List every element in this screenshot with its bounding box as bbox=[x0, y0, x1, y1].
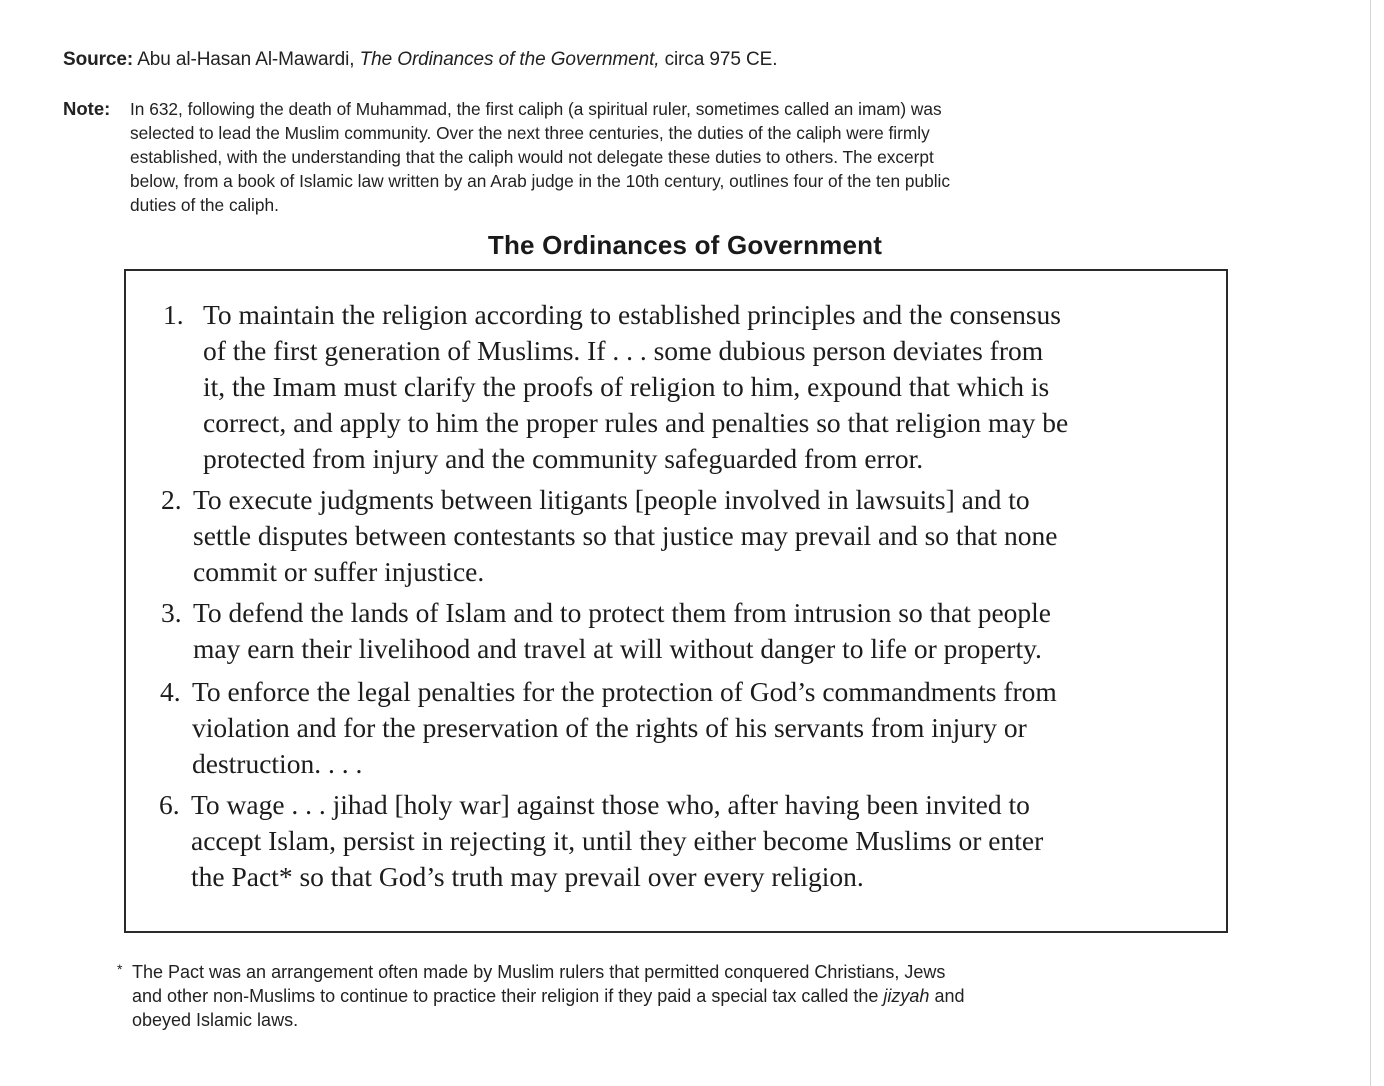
note-line: below, from a book of Islamic law written by an Arab judge in the 10th century, outlines four of the ten public bbox=[130, 171, 951, 191]
source-line bbox=[63, 49, 777, 71]
note-label: Note: bbox=[63, 98, 111, 119]
source-date: circa 975 CE. bbox=[664, 49, 778, 70]
duty-line: the Pact* so that God’s truth may prevail over every religion. bbox=[191, 861, 864, 892]
duty-line: may earn their livelihood and travel at will without danger to life or property. bbox=[193, 633, 1042, 664]
document-title bbox=[0, 230, 1370, 261]
footnote-text: and bbox=[929, 986, 965, 1006]
duty-item-1 bbox=[163, 297, 1068, 477]
duty-line: protected from injury and the community safeguarded from error. bbox=[203, 443, 924, 474]
duty-line: To maintain the religion according to established principles and the consensus bbox=[203, 299, 1061, 330]
duty-line: commit or suffer injustice. bbox=[193, 556, 485, 587]
footnote-asterisk: * bbox=[117, 961, 123, 977]
duty-item-6 bbox=[159, 787, 1043, 895]
footnote-line: obeyed Islamic laws. bbox=[132, 1010, 299, 1030]
source-work-title: The Ordinances of the Government, bbox=[359, 49, 660, 70]
duty-item-4 bbox=[160, 674, 1057, 782]
note-line: duties of the caliph. bbox=[130, 195, 279, 215]
duty-line: it, the Imam must clarify the proofs of religion to him, expound that which is bbox=[203, 371, 1050, 402]
footnote-text: and other non-Muslims to continue to practice their religion if they paid a special tax called the bbox=[132, 986, 884, 1006]
note-line: In 632, following the death of Muhammad, the first caliph (a spiritual ruler, sometimes called an imam) was bbox=[130, 99, 942, 119]
note-line: selected to lead the Muslim community. Over the next three centuries, the duties of the caliph were firmly bbox=[130, 123, 930, 143]
duty-number: 2. bbox=[161, 484, 182, 515]
duty-line: accept Islam, persist in rejecting it, until they either become Muslims or enter bbox=[191, 825, 1044, 856]
duty-number: 6. bbox=[159, 789, 180, 820]
duty-line: To execute judgments between litigants [people involved in lawsuits] and to bbox=[193, 484, 1030, 515]
duty-number: 1. bbox=[163, 299, 184, 330]
document-title-text: The Ordinances of Government bbox=[487, 230, 883, 260]
duty-item-2 bbox=[161, 482, 1058, 590]
duty-number: 4. bbox=[160, 676, 181, 707]
duty-line: To wage . . . jihad [holy war] against those who, after having been invited to bbox=[191, 789, 1030, 820]
page-edge-divider bbox=[1370, 0, 1371, 1086]
note-block bbox=[63, 97, 1223, 217]
duty-line: settle disputes between contestants so that justice may prevail and so that none bbox=[193, 520, 1058, 551]
footnote-line: The Pact was an arrangement often made by Muslim rulers that permitted conquered Christians, Jews bbox=[132, 962, 946, 982]
note-text bbox=[63, 97, 1223, 217]
duty-line: correct, and apply to him the proper rules and penalties so that religion may be bbox=[203, 407, 1069, 438]
duty-line: To enforce the legal penalties for the protection of God’s commandments from bbox=[192, 676, 1057, 707]
duty-line: of the first generation of Muslims. If . . . some dubious person deviates from bbox=[203, 335, 1044, 366]
footnote-line bbox=[117, 984, 965, 1008]
duty-line: destruction. . . . bbox=[192, 748, 363, 779]
duty-line: violation and for the preservation of the rights of his servants from injury or bbox=[192, 712, 1027, 743]
duty-line: To defend the lands of Islam and to protect them from intrusion so that people bbox=[193, 597, 1052, 628]
footnote bbox=[117, 960, 965, 1032]
duty-item-3 bbox=[161, 595, 1051, 667]
source-author: Abu al-Hasan Al-Mawardi, bbox=[137, 49, 355, 70]
duty-number: 3. bbox=[161, 597, 182, 628]
note-line: established, with the understanding that the caliph would not delegate these duties to others. The excerpt bbox=[130, 147, 934, 167]
source-label: Source: bbox=[63, 49, 134, 70]
footnote-term-jizyah: jizyah bbox=[883, 986, 930, 1006]
